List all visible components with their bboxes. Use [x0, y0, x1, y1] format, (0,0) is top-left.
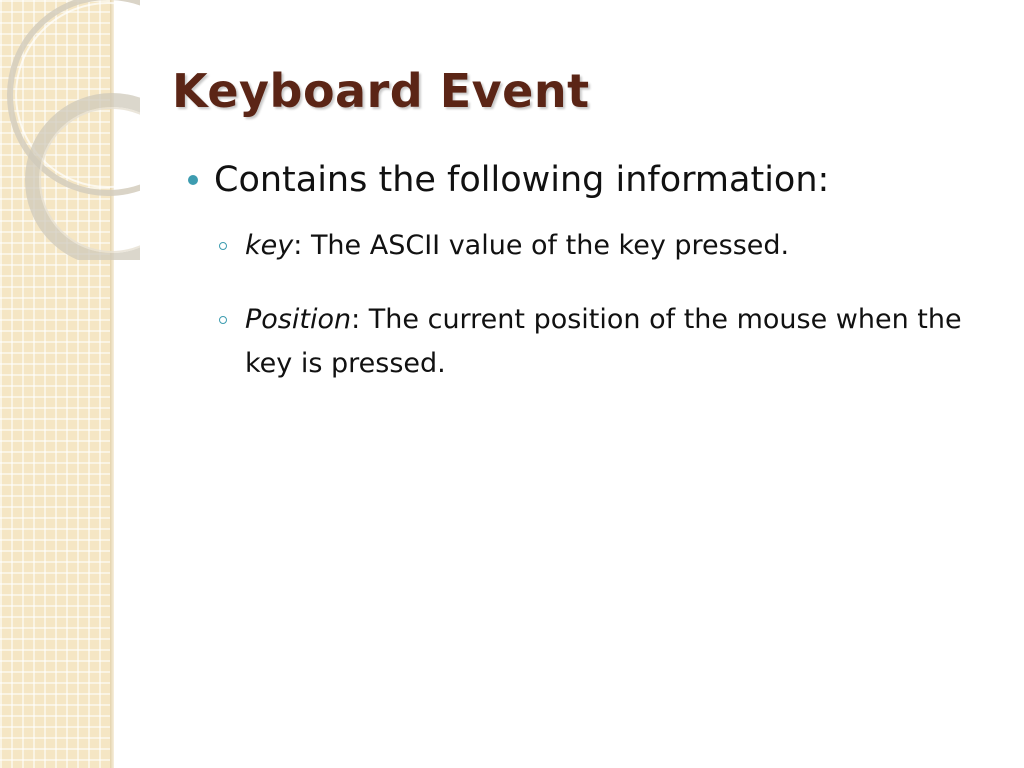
ring-bullet-icon	[219, 242, 227, 250]
sub-bullet-separator: :	[293, 230, 303, 261]
ring-bullet-icon	[219, 316, 227, 324]
bullet-dot-icon	[188, 175, 198, 185]
decorative-ring-thick	[32, 100, 140, 260]
sub-bullet-term: Position	[245, 304, 352, 335]
sub-bullet-separator: :	[351, 304, 361, 335]
slide-title: Keyboard Event	[172, 64, 590, 118]
decorative-rings	[0, 0, 140, 260]
sub-bullet-list	[216, 224, 988, 386]
sub-bullet-description: The ASCII value of the key pressed.	[310, 230, 790, 261]
sub-bullet-position	[216, 298, 988, 386]
sub-bullet-term: key	[245, 230, 294, 261]
main-bullet-text: Contains the following information:	[214, 160, 830, 200]
slide-content	[188, 156, 988, 416]
main-bullet	[188, 156, 988, 204]
sub-bullet-key	[216, 224, 988, 268]
sub-bullet-description: The current position of the mouse when the key is pressed.	[245, 304, 962, 379]
